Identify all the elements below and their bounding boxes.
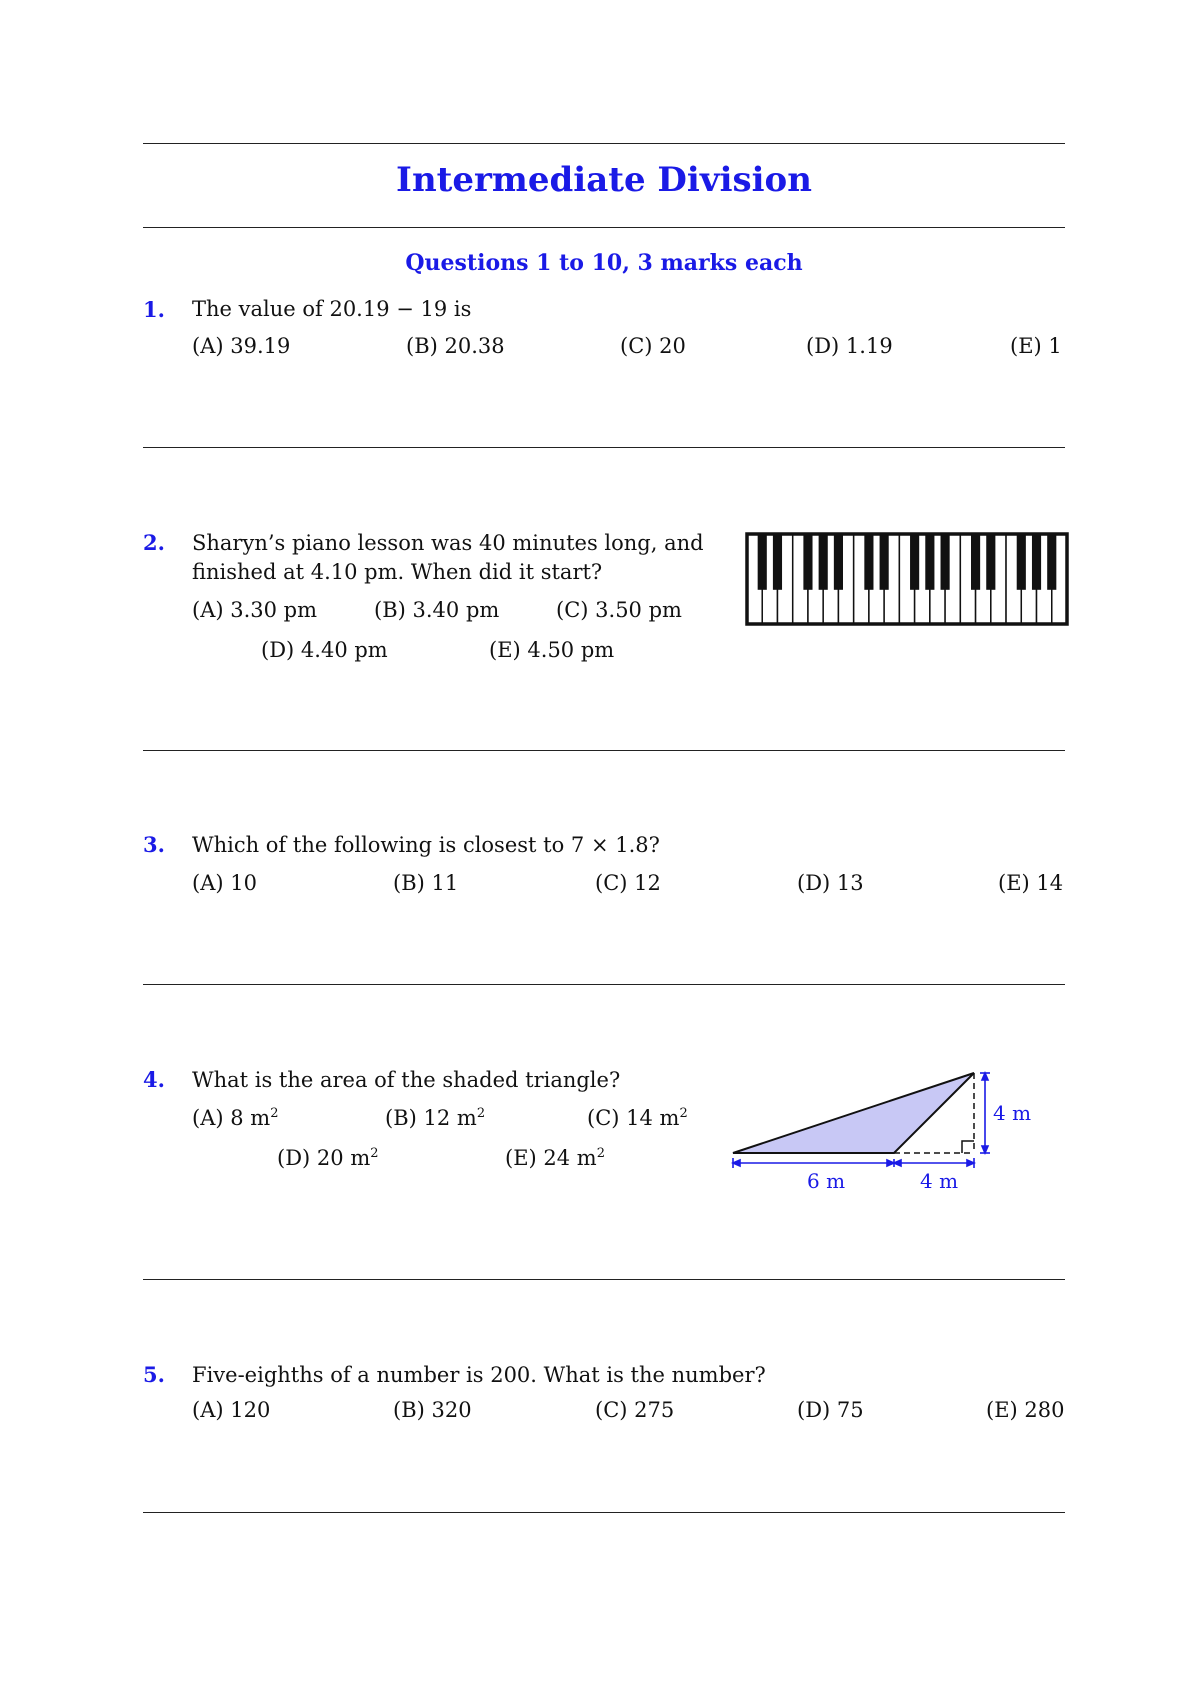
question-text-line-2: finished at 4.10 pm. When did it start? <box>192 560 603 584</box>
black-key <box>864 534 873 590</box>
option-e[interactable]: (E) 4.50 pm <box>489 638 615 662</box>
option-d[interactable]: (D) 75 <box>797 1398 864 1422</box>
option-e[interactable]: (E) 280 <box>986 1398 1065 1422</box>
extension-label: 4 m <box>920 1169 959 1193</box>
option-a[interactable]: (A) 8 $m^2$ <box>192 1106 279 1130</box>
top-rule <box>143 143 1065 144</box>
option-a[interactable]: (A) 3.30 pm <box>192 598 318 622</box>
black-key <box>880 534 889 590</box>
black-key <box>986 534 995 590</box>
option-e[interactable]: (E) 24 $m^2$ <box>505 1146 605 1170</box>
question-text: Five-eighths of a number is 200. What is the number? <box>192 1363 766 1387</box>
black-key <box>773 534 782 590</box>
option-c[interactable]: (C) 3.50 pm <box>556 598 682 622</box>
section-subtitle: Questions 1 to 10, 3 marks each <box>405 250 803 276</box>
right-angle-marker <box>962 1141 974 1153</box>
height-label: 4 m <box>993 1101 1032 1125</box>
page-title: Intermediate Division <box>396 160 812 200</box>
question-number: 2. <box>143 530 165 555</box>
question-number: 4. <box>143 1067 165 1092</box>
option-b[interactable]: (B) 12 $m^2$ <box>385 1106 486 1130</box>
divider-rule <box>143 1279 1065 1280</box>
question-text: The value of 20.19 − 19 is <box>192 297 472 321</box>
black-key <box>910 534 919 590</box>
question-number: 3. <box>143 832 165 857</box>
black-key <box>834 534 843 590</box>
question-text: Which of the following is closest to 7 × 1.8? <box>192 833 660 857</box>
divider-rule <box>143 447 1065 448</box>
triangle-diagram <box>725 1065 1045 1195</box>
question-text: What is the area of the shaded triangle? <box>192 1068 621 1092</box>
option-b[interactable]: (B) 20.38 <box>406 334 505 358</box>
option-c[interactable]: (C) 14 $m^2$ <box>587 1106 688 1130</box>
option-b[interactable]: (B) 11 <box>393 871 459 895</box>
option-a[interactable]: (A) 10 <box>192 871 257 895</box>
black-key <box>1032 534 1041 590</box>
option-e[interactable]: (E) 1 <box>1010 334 1062 358</box>
option-c[interactable]: (C) 275 <box>595 1398 675 1422</box>
divider-rule <box>143 750 1065 751</box>
option-c[interactable]: (C) 12 <box>595 871 661 895</box>
option-d[interactable]: (D) 20 $m^2$ <box>277 1146 379 1170</box>
bottom-rule <box>143 1512 1065 1513</box>
title-rule <box>143 227 1065 228</box>
option-b[interactable]: (B) 320 <box>393 1398 472 1422</box>
piano-keyboard-icon <box>745 532 1069 626</box>
black-key <box>1047 534 1056 590</box>
option-a[interactable]: (A) 120 <box>192 1398 271 1422</box>
option-d[interactable]: (D) 1.19 <box>806 334 893 358</box>
black-key <box>758 534 767 590</box>
option-a[interactable]: (A) 39.19 <box>192 334 291 358</box>
option-b[interactable]: (B) 3.40 pm <box>374 598 500 622</box>
black-key <box>941 534 950 590</box>
option-d[interactable]: (D) 4.40 pm <box>261 638 388 662</box>
base-label: 6 m <box>807 1169 846 1193</box>
question-text-line-1: Sharyn’s piano lesson was 40 minutes long, and <box>192 531 704 555</box>
shaded-triangle <box>733 1073 974 1153</box>
black-key <box>819 534 828 590</box>
question-number: 1. <box>143 297 165 322</box>
option-d[interactable]: (D) 13 <box>797 871 864 895</box>
option-c[interactable]: (C) 20 <box>620 334 686 358</box>
black-key <box>971 534 980 590</box>
black-key <box>925 534 934 590</box>
black-key <box>803 534 812 590</box>
option-e[interactable]: (E) 14 <box>998 871 1064 895</box>
black-key <box>1017 534 1026 590</box>
question-number: 5. <box>143 1362 165 1387</box>
divider-rule <box>143 984 1065 985</box>
